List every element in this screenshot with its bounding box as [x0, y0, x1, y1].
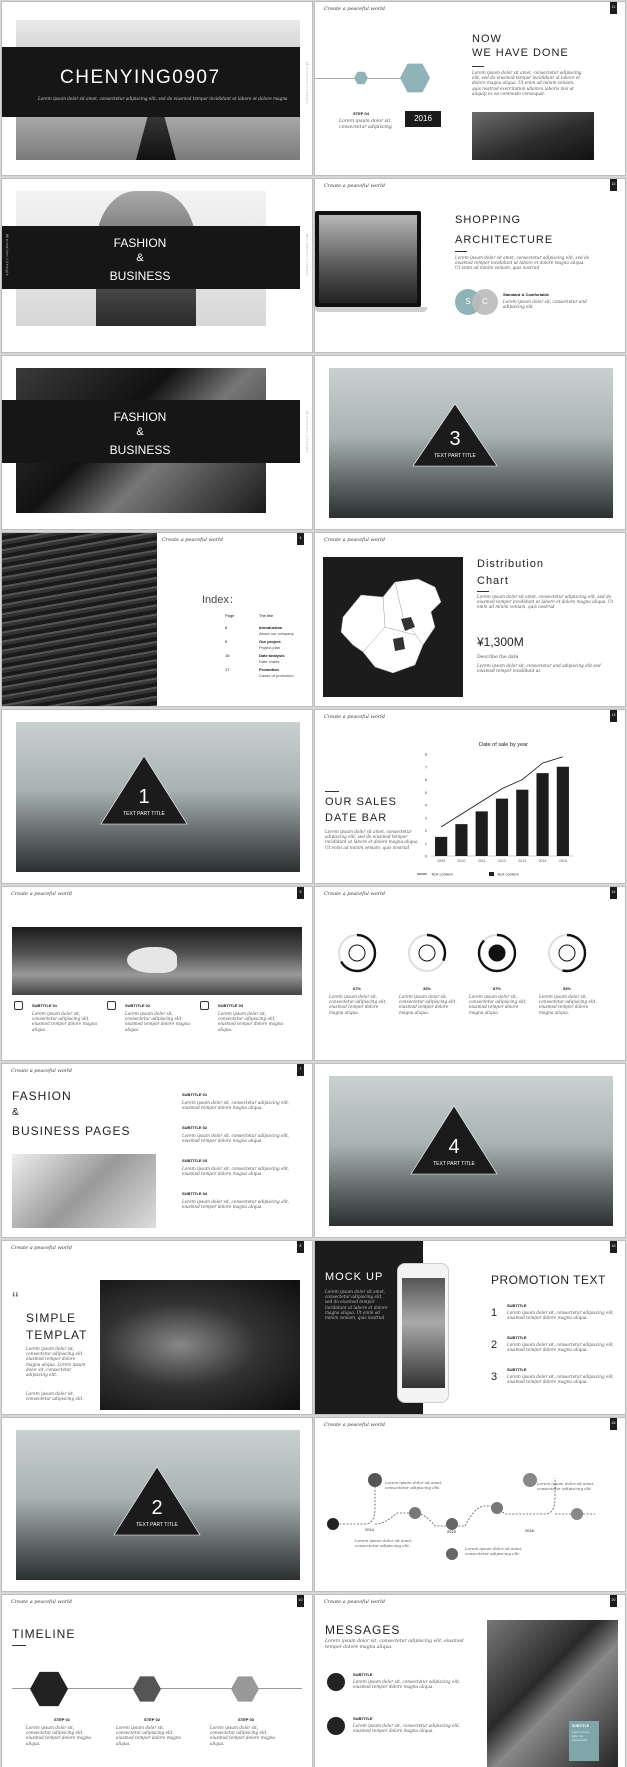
promo-number: 2: [491, 1339, 498, 1351]
title-line-3: BUSINESS: [109, 269, 171, 283]
percent-value: 87%: [492, 986, 501, 991]
quote-mark: “: [12, 1289, 19, 1311]
bar: [516, 790, 528, 856]
slide-subtitle: Create a peaceful world: [324, 1422, 385, 1428]
x-tick-label: 2014: [538, 859, 547, 863]
body-text: Lorem ipsum dolor sit amet, consectetur adipiscing elit, sed do eiusmod tempor incididunt ut labore et dolore magna aliqua. Ut enim ad minim veniam, quis nostrud exercitation ullamco laboris nisi ut aliquip ex ea commodo consequat.: [472, 70, 582, 96]
chart-title: Date of sale by year: [479, 742, 528, 748]
year-2015: 2015: [447, 1529, 456, 1534]
subtitle-title: SUBTITLE 03: [182, 1158, 208, 1163]
index-topic: Introduction: [259, 625, 283, 630]
index-page: 15: [225, 653, 230, 658]
promo-subtitle: SUBTITLE: [507, 1335, 527, 1340]
index-subtopic: Project plan: [259, 645, 281, 650]
index-page: 9: [225, 639, 228, 644]
y-tick-label: 0: [424, 853, 427, 859]
paw-icon: [419, 945, 435, 961]
gear-icon: [133, 1675, 161, 1703]
step-text: Lorem ipsum dolor sit, consectetur adipiscing: [339, 119, 392, 130]
slide-part-4[interactable]: [314, 1063, 626, 1238]
x-tick-label: 2011: [477, 859, 486, 863]
title-line-3: BUSINESS: [109, 443, 171, 457]
step-text: Lorem ipsum dolor sit, consectetur adipiscing elit, eiusmod tempor dolore magna aliqua.: [26, 1725, 92, 1746]
head-icon: [231, 1675, 259, 1703]
slide-timeline-curve[interactable]: [314, 1417, 626, 1592]
subtitle-title: SUBTITLE 04: [182, 1191, 208, 1196]
bar: [476, 811, 488, 856]
slide-cover[interactable]: [1, 1, 313, 176]
subtitle-title: SUBTITLE 02: [125, 1003, 151, 1008]
subtitle-text: Lorem ipsum dolor sit, consectetur adipiscing elit, eiusmod tempor dolore magna aliqua.: [182, 1100, 290, 1111]
slide-mockup-promotion[interactable]: [314, 1240, 626, 1415]
title-band: [2, 226, 300, 289]
sales-bar-chart: [417, 748, 577, 880]
slide-subtitle: Create a peaceful world: [11, 1599, 72, 1605]
helicopter-photo: [12, 927, 302, 995]
step-text: Lorem ipsum dolor sit, consectetur adipiscing elit, eiusmod tempor dolore magna aliqua.: [210, 1725, 276, 1746]
bulb-icon: [30, 1670, 68, 1708]
heading-simple: SIMPLE: [26, 1311, 77, 1325]
ring-gauge: [335, 931, 379, 975]
subtitle-title: SUBTITLE 02: [182, 1125, 208, 1130]
page-number: 5: [297, 887, 304, 899]
cover-title: CHENYING0907: [60, 67, 221, 88]
message-subtitle: SUBTITLE: [353, 1672, 373, 1677]
title-band: [2, 400, 300, 463]
timeline-text-4: Lorem ipsum dolor sit amet, consectetur adipiscing elit.: [465, 1546, 523, 1556]
page-number: 16: [610, 1418, 617, 1430]
messages-title: MESSAGES: [325, 1623, 401, 1637]
title-line-1: FASHION: [113, 410, 167, 424]
laptop-mockup: [315, 211, 421, 307]
page-number: 14: [610, 887, 617, 899]
laptop-base: [315, 307, 427, 312]
ocean-photo: [2, 533, 157, 707]
page-number: 4: [297, 533, 304, 545]
index-topic: Our project: [259, 639, 281, 644]
step-title: STEP 02: [144, 1717, 160, 1722]
year-2016: 2016: [525, 1528, 534, 1533]
map-panel: [323, 557, 463, 697]
slide-distribution-chart[interactable]: [314, 532, 626, 707]
slide-subtitle: Create a peaceful world: [324, 537, 385, 543]
vertical-caption-left: Minimalism Lifestyle: [5, 234, 9, 277]
weibo-icon: [349, 945, 365, 961]
index-topic: Promotion: [259, 667, 279, 672]
bar: [557, 767, 569, 856]
percent-text: Lorem ipsum dolor sit, consectetur adipiscing elit, eiusmod tempor dolore magna aliqua.: [539, 994, 597, 1015]
page-number: 13: [610, 710, 617, 722]
camera-icon: [354, 71, 368, 85]
std-title: Standard & Comfortable: [503, 292, 550, 297]
scooter-icon: [14, 1001, 23, 1010]
y-tick-label: 4: [424, 802, 427, 808]
percent-value: 54%: [562, 986, 571, 991]
slide-percentages[interactable]: [314, 886, 626, 1061]
title-line-2: &: [136, 252, 144, 264]
part-label: TEXT PART TITLE: [123, 811, 165, 817]
heading-chart: Chart: [477, 575, 509, 587]
slide-fashion-business-1[interactable]: [1, 178, 313, 353]
subtitle-title: SUBTITLE 03: [218, 1003, 244, 1008]
ring-gauge: [475, 931, 519, 975]
heading-shopping: SHOPPING: [455, 214, 522, 226]
part-label: TEXT PART TITLE: [434, 453, 476, 459]
underwater-photo: [100, 1280, 300, 1410]
subtitle-title: SUBTITLE 01: [32, 1003, 58, 1008]
promo-number: 1: [491, 1307, 498, 1319]
body-text: Lorem ipsum dolor sit amet, consectetur adipiscing elit, sed do eiusmod tempor incididunt ut labore et dolore magna aliqua. Ut enim ad minim veniam, quis nostrud: [477, 594, 614, 610]
timeline-text-1: Lorem ipsum dolor sit amet, consectetur adipiscing elit.: [385, 1480, 443, 1490]
chair-photo: [12, 1154, 156, 1228]
y-tick-label: 6: [424, 777, 427, 782]
index-page: 8: [225, 625, 228, 630]
x-tick-label: 2013: [518, 859, 527, 863]
promo-text: Lorem ipsum dolor sit, consectetur adipiscing elit, eiusmod tempor dolore magna aliqua.: [507, 1310, 615, 1321]
y-tick-label: 1: [424, 840, 427, 846]
messages-text: Lorem ipsum dolor sit, consectetur adipiscing elit, eiusmod tempor dolore magna aliqua.: [325, 1639, 464, 1650]
slide-subtitle: Create a peaceful world: [324, 6, 385, 12]
legend-label: Text content: [431, 871, 453, 877]
year-badge: 2016: [405, 111, 441, 127]
bar: [435, 837, 447, 856]
bar: [455, 824, 467, 856]
vertical-caption: Minimalism Lifestyle: [305, 411, 309, 454]
page-number: 8: [297, 1241, 304, 1253]
index-page: 17: [225, 667, 230, 672]
heading-our-sales: OUR SALES: [325, 796, 397, 808]
slide-timeline[interactable]: [1, 1594, 313, 1767]
legend-bar-swatch: [489, 872, 494, 876]
penguin-icon: [559, 945, 575, 961]
timeline-text-2: Lorem ipsum dolor sit amet, consectetur adipiscing elit.: [537, 1481, 595, 1491]
promo-number: 3: [491, 1371, 498, 1383]
circle-s: S: [455, 289, 481, 315]
cover-lorem: Lorem ipsum dolor sit amet, consectetur adipiscing elit, sed do eiusmod tempor incididunt ut labore et dolore magna: [38, 96, 288, 101]
sun-icon: [107, 1001, 116, 1010]
promo-subtitle: SUBTITLE: [507, 1367, 527, 1372]
interior-photo: [472, 112, 594, 160]
heading-distribution: Distribution: [477, 558, 545, 570]
subtitle-title: SUBTITLE 01: [182, 1092, 208, 1097]
vertical-caption: Minimalism Lifestyle: [305, 62, 309, 105]
page-number: 10: [297, 1595, 304, 1607]
message-text: Lorem ipsum dolor sit, consectetur adipiscing elit, eiusmod tempor dolore magna aliqua.: [353, 1679, 461, 1690]
slide-we-have-done[interactable]: [314, 1, 626, 176]
percent-text: Lorem ipsum dolor sit, consectetur adipiscing elit, eiusmod tempor dolore magna aliqua.: [469, 994, 527, 1015]
diamond-icon: [200, 1001, 209, 1010]
tag-text: Lorem ipsum dolor sit, consectetur: [572, 1730, 590, 1742]
part-label: TEXT PART TITLE: [136, 1522, 178, 1528]
body-text-2: Lorem ipsum dolor sit, consectetur adipiscing elit.: [26, 1391, 84, 1402]
divider: [455, 251, 467, 252]
sailboat-icon: [327, 1717, 345, 1735]
desc-title: Describe the date: [477, 655, 519, 660]
col-page: Page: [225, 613, 235, 618]
y-tick-label: 2: [424, 828, 427, 833]
part-number: 4: [448, 1136, 460, 1158]
slide-part-1[interactable]: [1, 709, 313, 884]
timeline-title: TIMELINE: [12, 1627, 76, 1641]
step-title: STEP 04: [353, 111, 369, 116]
subtitle-text: Lorem ipsum dolor sit, consectetur adipiscing elit, eiusmod tempor dolore magna aliqua.: [218, 1011, 284, 1032]
y-tick-label: 3: [424, 815, 427, 821]
money-value: ¥1,300M: [477, 635, 524, 649]
page-number: 20: [610, 1595, 617, 1607]
circle-c: C: [472, 289, 498, 315]
slide-subtitle: Create a peaceful world: [11, 1068, 72, 1074]
divider: [477, 591, 489, 592]
x-tick-label: 2012: [498, 859, 506, 863]
subtitle-text: Lorem ipsum dolor sit, consectetur adipiscing elit, eiusmod tempor dolore magna aliqua.: [182, 1199, 290, 1210]
slide-subtitle: Create a peaceful world: [324, 183, 385, 189]
tag-title: SUBTITLE: [572, 1724, 590, 1728]
x-tick-label: 2015: [558, 859, 567, 863]
percent-value: 32%: [422, 986, 431, 991]
heading-templat: TEMPLAT: [26, 1328, 91, 1342]
slide-subtitle: Create a peaceful world: [324, 714, 385, 720]
china-map: [323, 557, 463, 697]
slide-part-2[interactable]: [1, 1417, 313, 1592]
ring-gauge: [405, 931, 449, 975]
promo-subtitle: SUBTITLE: [507, 1303, 527, 1308]
globe-icon: [327, 1673, 345, 1691]
part-number: 2: [151, 1497, 163, 1519]
slide-index[interactable]: [1, 532, 313, 707]
mock-title: MOCK UP: [325, 1271, 384, 1283]
heading-now: NOW: [472, 33, 502, 45]
wechat-icon: [489, 945, 505, 961]
slide-sales-bar[interactable]: [314, 709, 626, 884]
heading-fashion: FASHION: [12, 1089, 72, 1103]
heading-we-have-done: WE HAVE DONE: [472, 47, 569, 59]
slide-subtitle: Create a peaceful world: [324, 1599, 385, 1605]
title-line-1: FASHION: [113, 236, 167, 250]
timeline-text-3: Lorem ipsum dolor sit amet, consectetur adipiscing elit.: [355, 1538, 413, 1548]
heading-business-pages: BUSINESS PAGES: [12, 1124, 131, 1138]
y-tick-label: 5: [424, 789, 427, 795]
step-title: STEP 01: [54, 1717, 70, 1722]
slide-shopping-architecture[interactable]: [314, 178, 626, 353]
promo-text: Lorem ipsum dolor sit, consectetur adipiscing elit, eiusmod tempor dolore magna aliqua.: [507, 1342, 615, 1353]
message-subtitle: SUBTITLE: [353, 1716, 373, 1721]
person-icon: [400, 62, 430, 94]
legend-label: Text content: [497, 871, 519, 877]
divider: [12, 1645, 26, 1646]
page-number: 11: [610, 2, 617, 14]
y-tick-label: 8: [424, 751, 427, 757]
slide-simple-template[interactable]: [1, 1240, 313, 1415]
page-number: 15: [610, 1241, 617, 1253]
step-title: STEP 03: [238, 1717, 254, 1722]
page-number: 12: [610, 179, 617, 191]
body-text: Lorem ipsum dolor sit amet, consectetur adipiscing elit, sed do eiusmod tempor incididunt ut labore et dolore magna aliqua. Ut enim ad minim veniam, quis nostrud: [455, 255, 590, 271]
slide-fashion-business-2[interactable]: [1, 355, 313, 530]
heading-date-bar: DATE BAR: [325, 812, 388, 824]
subtitle-text: Lorem ipsum dolor sit, consectetur adipiscing elit, eiusmod tempor dolore magna aliqua.: [32, 1011, 98, 1032]
mock-text: Lorem ipsum dolor sit amet, consectetur adipiscing elit, sed do eiusmod tempor incididunt ut labore et dolore magna aliqua. Ut enim ad minim veniam, quis nostrud: [325, 1289, 388, 1321]
vertical-caption-right: Minimalism Lifestyle: [305, 234, 309, 277]
bar: [536, 773, 548, 856]
promo-text: Lorem ipsum dolor sit, consectetur adipiscing elit, eiusmod tempor dolore magna aliqua.: [507, 1374, 615, 1385]
subtitle-text: Lorem ipsum dolor sit, consectetur adipiscing elit, eiusmod tempor dolore magna aliqua.: [125, 1011, 191, 1032]
divider: [472, 66, 484, 67]
slide-subtitle: Create a peaceful world: [11, 1245, 72, 1251]
part-label: TEXT PART TITLE: [433, 1161, 475, 1167]
year-2014: 2014: [365, 1527, 374, 1532]
x-tick-label: 2010: [457, 859, 466, 863]
slide-subtitles-helicopter[interactable]: [1, 886, 313, 1061]
phone-mockup: [397, 1263, 449, 1403]
divider: [325, 791, 339, 792]
slide-part-3[interactable]: [314, 355, 626, 530]
index-subtopic: About our company: [259, 631, 294, 636]
index-title: Index：: [202, 594, 240, 606]
subtitle-text: Lorem ipsum dolor sit, consectetur adipiscing elit, eiusmod tempor dolore magna aliqua.: [182, 1133, 290, 1144]
index-subtopic: Cases of promotion: [259, 673, 294, 678]
heading-architecture: ARCHITECTURE: [455, 234, 554, 246]
body-text: Lorem ipsum dolor sit amet, consectetur adipiscing elit, sed do eiusmod tempor incididunt ut labore et dolore magna aliqua. Ut enim ad minim veniam, quis nostrud: [325, 829, 419, 850]
heading-amp: &: [12, 1107, 20, 1118]
percent-text: Lorem ipsum dolor sit, consectetur adipiscing elit, eiusmod tempor dolore magna aliqua.: [399, 994, 457, 1015]
subtitle-text: Lorem ipsum dolor sit, consectetur adipiscing elit, eiusmod tempor dolore magna aliqua.: [182, 1166, 290, 1177]
slide-subtitle: Create a peaceful world: [11, 891, 72, 897]
step-text: Lorem ipsum dolor sit, consectetur adipiscing elit, eiusmod tempor dolore magna aliqua.: [116, 1725, 182, 1746]
bar: [496, 799, 508, 856]
ring-gauge: [545, 931, 589, 975]
promo-title: PROMOTION TEXT: [491, 1273, 606, 1287]
part-number: 3: [449, 428, 461, 450]
title-band: [2, 47, 300, 117]
desc-text: Lorem ipsum dolor sit, consectetur and adipiscing elit sed eiusmod tempor incididunt ut.: [477, 663, 601, 674]
index-subtopic: Date charts: [259, 659, 280, 664]
body-text-1: Lorem ipsum dolor sit, consectetur adipiscing elit, eiusmod tempor dolore magna aliqua. Lorem ipsum dolor sit, consectetur adipiscing elit.: [26, 1346, 86, 1378]
x-tick-label: 2009: [437, 859, 446, 863]
index-topic: Date analysis: [259, 653, 285, 658]
page-number: 7: [297, 1064, 304, 1076]
percent-text: Lorem ipsum dolor sit, consectetur adipiscing elit, eiusmod tempor dolore magna aliqua.: [329, 994, 387, 1015]
title-line-2: &: [136, 426, 144, 438]
std-text: Lorem ipsum dolor sit, consectetur and adipiscing elit: [503, 299, 587, 310]
percent-value: 67%: [352, 986, 361, 991]
part-number: 1: [138, 786, 150, 808]
col-title: The title: [259, 613, 274, 618]
y-tick-label: 7: [424, 764, 427, 770]
message-text: Lorem ipsum dolor sit, consectetur adipiscing elit, eiusmod tempor dolore magna aliqua.: [353, 1723, 461, 1734]
slide-subtitle: Create a peaceful world: [324, 891, 385, 897]
slide-business-pages[interactable]: [1, 1063, 313, 1238]
slide-messages[interactable]: [314, 1594, 626, 1767]
teal-tag: [569, 1721, 599, 1761]
slide-subtitle: Create a peaceful world: [162, 537, 223, 543]
